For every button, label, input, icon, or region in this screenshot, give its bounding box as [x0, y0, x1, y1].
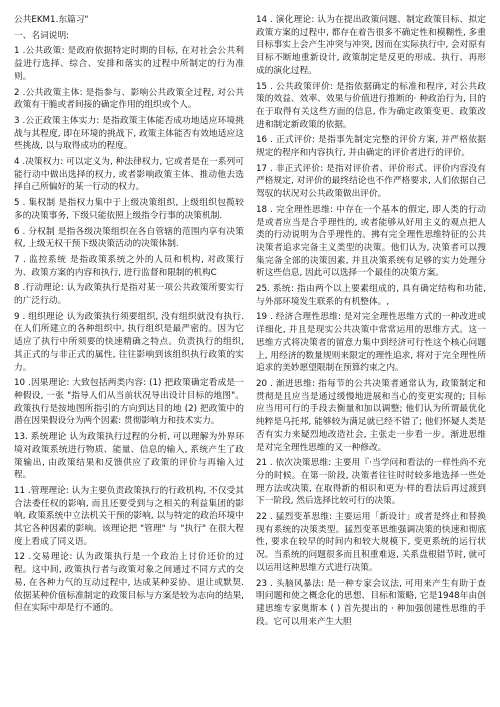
paragraph: 8 .行动理论: 认为政策执行是指对某一项公共政策所要实行的广泛行动。 — [14, 283, 244, 307]
paragraph: 9 . 组织理论 认为政策执行须要组织, 没有组织就没有执行. 在人们所建立的各种组织中, 执行组织是最严密的。因为它适应了执行中所须要的快速精确之特点。负责执行的组织, 其正式的与非正式的属性, 往往影响到该组织执行政策的实力。 — [14, 311, 244, 373]
paragraph: 3 .公正政策主体实力: 是指政策主体能否成功地适应环境挑战与其程度, 即在环境的挑战下, 政策主体能否有效地适应这些挑战, 以与取得成功的程度。 — [14, 115, 244, 152]
paragraph: 1 .公共政策: 是政府依据特定时期的目标, 在对社会公共利益进行选择、综合、安排和落实的过程中所制定的行为准则。 — [14, 46, 244, 82]
paragraph: 20 . 渐进思维: 指每节的公共决策者通常认为, 政策制定和贯彻是且应当是通过缓慢地进展和当心的变更实现的; 目标应当用可行的手段去衡量和加以调整; 他们认为所谓最优化纯粹是乌托邦, 能够较为满足就已经不错了; 他们怀疑人类是否有实力来疑烈地改造社会, 主张走一步看一步。渐进思维是对完全理性思维的又一种修改。 — [256, 378, 486, 453]
paragraph: 10 .因果理论: 大致包括两类内容: (1) 把政策确定看成是一种假设, 一张 "指导人们从当前状况导出设计目标的地图"。政策执行是按地图所指引的方向到达目的地 (2) 把政策中的潜在因果假设分为两个因素: 贯彻影响力和技术实力。 — [14, 378, 244, 427]
paragraph: 5 . 集权制 是指权力集中于上级决策组织, 上级组织包揽较多的决策事务, 下级只能依照上级指令行事的决策机制. — [14, 198, 244, 221]
paragraph: 19 . 经济合理性思维: 是对完全理性思维方式的一种改进或详细化, 并且是现实公共决策中常常运用的思维方式。这一思维方式将决策者的留意力集中到经济可行性这个核心问题上, 用经济的数量规则来限定的理性追求, 将对于完全理性所追求的美妙愿望限制在预算约束之内。 — [256, 312, 486, 374]
two-column-layout — [14, 14, 486, 631]
left-column — [14, 14, 244, 631]
paragraph: 7 . 监控系统 是指政策系统之外的人员和机构, 对政策行为、政策方案的内容和执行, 进行监督和限制的机构C — [14, 254, 244, 278]
document-header: 公共EKM1.东篇习" — [14, 15, 89, 25]
paragraph: 17 . 非正式评价: 是指对评价者、评价形式、评价内容没有严格规定, 对评价的最终结论也不作严格要求, 人们依据自己驾驭的状况对公共政策做出评价。 — [256, 163, 486, 200]
paragraph: 25. 系统: 指由两个以上要素组成的, 具有确定结构和功能, 与外部环境发生联系的有机整体。, — [256, 284, 486, 307]
paragraph: 4 .决策权力: 可以定义为, 种法律权力, 它或者是在一系列可能行动中做出选择的权力, 或者影响政策主体、推动他去选择自己所偏好的某一行动的权力。 — [14, 157, 244, 193]
paragraph: 13. 系统理论 认为政策执行过程的分析, 可以理解为外界环境对政策系统进行物质、能量、信息的输入, 系统产生了政策输出, 由政策结果和反馈供应了政策的评价与再输入过程。 — [14, 432, 244, 481]
paragraph: 16 . 正式评价: 是指事先制定完整的评价方案, 并严格依据规定的程序和内容执行, 并由确定的评价者进行的评价。 — [256, 135, 486, 159]
paragraph: 23 . 头脑风暴法: 是一种专家会议法, 可用来产生有助于查明问题和使之概念化的思想、目标和策略, 它是1948年由创建思维专家奥斯本 ( ) 首先提出的 · 种加强创建性思维的手段。它可以用来产生大胆 — [256, 578, 486, 627]
paragraph: 11 .管理理论: 认为主要负责政策执行的行政机构, 不仅受其合法委任权的影响, 而且还要受到与之相关的利益集团的影响, 政策系统中立法机关干预的影响, 以与特定的政治环境中其它各种因素的影响。该理论把 "管理" 与 "执行" 在很大程度上看成了同义语。 — [14, 485, 244, 547]
paragraph: 15 . 公共政策评价: 是指依据确定的标准和程序, 对公共政策的效益、效率、效果与价值进行推断的· 种政治行为, 目的在于取得有关这些方面的信息, 作为确定政策变更、政策改进和制定新政策的依据。 — [256, 81, 486, 130]
paragraph: 6 . 分权制 是指各级决策组织在各自管辖的范围内享有决策权, 上级无权干预下级决策活动的决策体制. — [14, 226, 244, 250]
paragraph: 2 .公共政策主体: 是指参与、影响公共政策全过程, 对公共政策有干脆或者间接的确定作用的组织或个人。 — [14, 87, 244, 111]
paragraph: 21 . 依次决策思维: 主要用『·当学问和看法的一样性尚不充分的时候。在第一阶段, 决策者往往时时较多地选择一些处理方法或决策, 在取得新的相识和更为·样的看法后再过渡到下一阶段, 然后选择比较可行的决策。 — [256, 458, 486, 507]
paragraph: 12 .交易理论: 认为政策执行是一个政治上讨价还价的过程。这中间, 政策执行者与政策对象之间通过不同方式的交易, 在各种力气的互动过程中, 达成某种妥协、退让或默契. 依据某种价值标准制定的政策目标与方案是较为志向的结果, 但在实际中却是行不通的。 — [14, 552, 244, 614]
paragraph: 22 . 猛烈变革思维: 主要运用「新设计」或者是终止和替换现有系统的决策类型。猛烈变革思维强调决策的快速和彻底性, 要求在较早的时间内和较大规模下, 变更系统的运行状况。当系统的问题很多而且积重难返, 关系盘根错节时, 就可以运用这种思维方式进行决策。 — [256, 512, 486, 573]
paragraph: 14 . 演化理论: 认为在提出政策问题、制定政策目标、拟定政策方案的过程中, 都存在着告很多不确定性和模糊性, 多重目标事实上会产生冲突与冲突, 因而在实际执行中, 会对原有目标不断地重新设计, 政策制定是反更的形成、执行、再形成的演化过程。 — [256, 15, 486, 76]
paragraph: 18 . 完全理性思维: 中存在一个基本的假定, 即人类的行动是或者应当是合乎理性的, 或者能够从好用主义的观点把人类的行动说明为合乎理性的。拂有完全理性思维特征的公共决策者追求完备主义类型的决策。他们认为, 决策者可以搜集完备全部的决策因素, 并且决策系统有足够的实力处理分析这些信息, 因此可以选择一个最佳的决策方案。 — [256, 204, 486, 279]
section-title: 一、名词说明: — [14, 30, 70, 41]
right-column — [256, 14, 486, 631]
